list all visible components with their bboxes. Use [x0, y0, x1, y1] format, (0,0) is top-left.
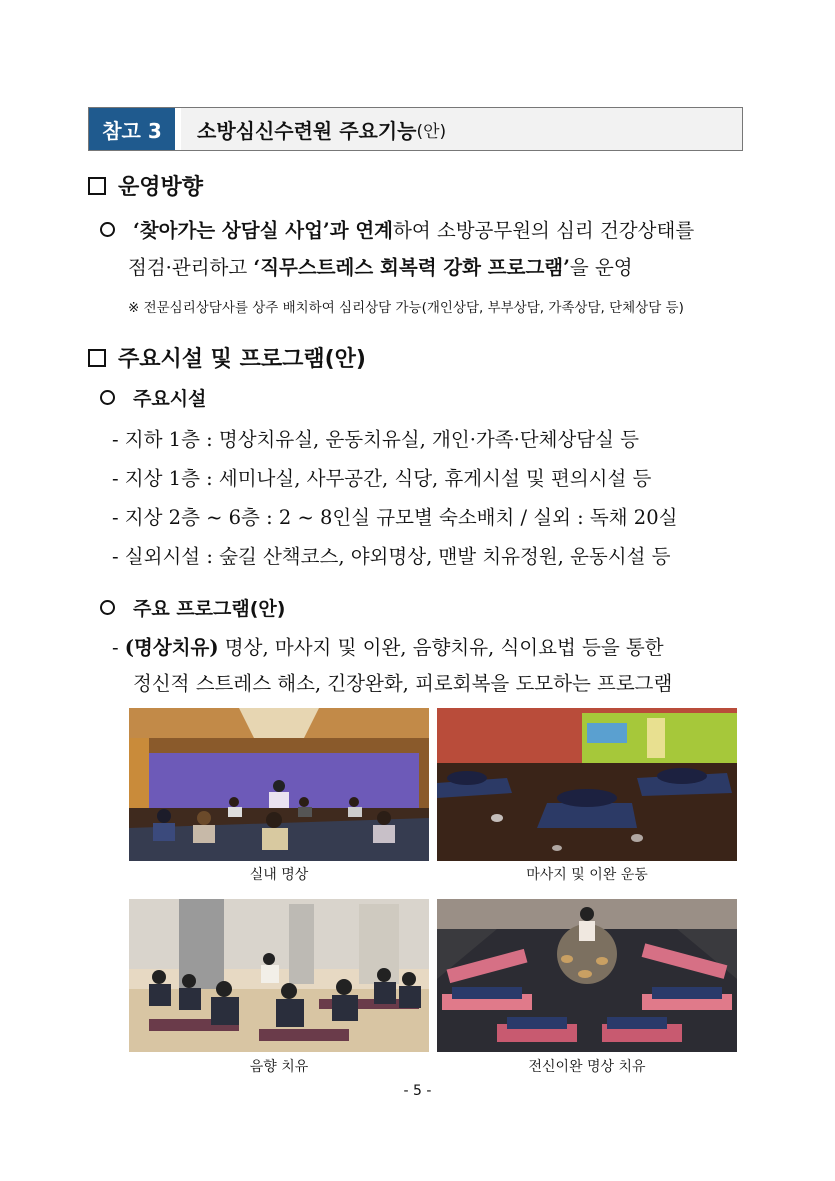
operation-text-3: 을 운영 — [569, 256, 633, 279]
reference-title — [197, 108, 446, 150]
programs-subheading — [100, 594, 285, 621]
photo-indoor-meditation — [129, 708, 429, 861]
facility-item: - 지상 1층 : 세미나실, 사무공간, 식당, 휴게시설 및 편의시설 등 — [112, 467, 652, 490]
page-number: - 5 - — [403, 1083, 432, 1099]
massage-relaxation-illustration — [437, 708, 737, 861]
photo-caption: 음향 치유 — [249, 1059, 309, 1075]
facilities-subheading — [100, 384, 206, 411]
reference-title-text: 소방심신수련원 주요기능 — [197, 118, 417, 143]
facility-item: - 실외시설 : 숲길 산책코스, 야외명상, 맨발 치유정원, 운동시설 등 — [112, 545, 671, 568]
circle-bullet-icon — [100, 390, 115, 405]
checkbox-square-icon — [88, 177, 106, 195]
operation-highlight-2: ‘직무스트레스 회복력 강화 프로그램’ — [253, 256, 570, 279]
photo-caption: 실내 명상 — [249, 867, 309, 883]
programs-title: 주요 프로그램(안) — [133, 598, 286, 620]
photo-caption: 전신이완 명상 치유 — [528, 1059, 646, 1075]
photo-massage-relaxation — [437, 708, 737, 861]
section-operation-heading — [88, 170, 203, 201]
facility-item: - 지상 2층 ~ 6층 : 2 ~ 8인실 규모별 숙소배치 / 실외 : 독채 20실 — [112, 506, 678, 529]
program-line1 — [112, 632, 664, 660]
photo-caption: 마사지 및 이완 운동 — [526, 867, 648, 883]
full-body-relaxation-illustration — [437, 899, 737, 1052]
program-line2: 정신적 스트레스 해소, 긴장완화, 피로회복을 도모하는 프로그램 — [133, 672, 673, 695]
operation-note: ※ 전문심리상담사를 상주 배치하여 심리상담 가능(개인상담, 부부상담, 가족상담, 단체상담 등) — [128, 300, 684, 316]
program-text-1: 명상, 마사지 및 이완, 음향치유, 식이요법 등을 통한 — [218, 636, 664, 659]
photo-sound-healing — [129, 899, 429, 1052]
operation-highlight-1: ‘찾아가는 상담실 사업’과 연계 — [133, 219, 393, 242]
facility-item: - 지하 1층 : 명상치유실, 운동치유실, 개인·가족·단체상담실 등 — [112, 428, 640, 451]
program-label: (명상치유) — [124, 636, 219, 659]
operation-text-2: 점검·관리하고 — [128, 256, 254, 279]
reference-separator — [175, 108, 181, 150]
operation-bullet-line2 — [128, 252, 633, 280]
sound-healing-illustration — [129, 899, 429, 1052]
reference-header — [88, 107, 743, 151]
reference-title-suffix: (안) — [416, 121, 447, 142]
section-operation-title: 운영방향 — [118, 175, 204, 200]
section-facilities-heading — [88, 342, 366, 373]
facilities-title: 주요시설 — [133, 388, 207, 410]
reference-tag: 참고 3 — [89, 108, 175, 150]
circle-bullet-icon — [100, 222, 115, 237]
indoor-meditation-illustration — [129, 708, 429, 861]
checkbox-square-icon — [88, 349, 106, 367]
photo-full-body-relaxation — [437, 899, 737, 1052]
operation-text-1: 하여 소방공무원의 심리 건강상태를 — [393, 219, 695, 242]
section-facilities-title: 주요시설 및 프로그램(안) — [118, 347, 366, 372]
program-dash: - — [112, 636, 119, 659]
operation-bullet-line1 — [100, 215, 694, 243]
circle-bullet-icon — [100, 600, 115, 615]
